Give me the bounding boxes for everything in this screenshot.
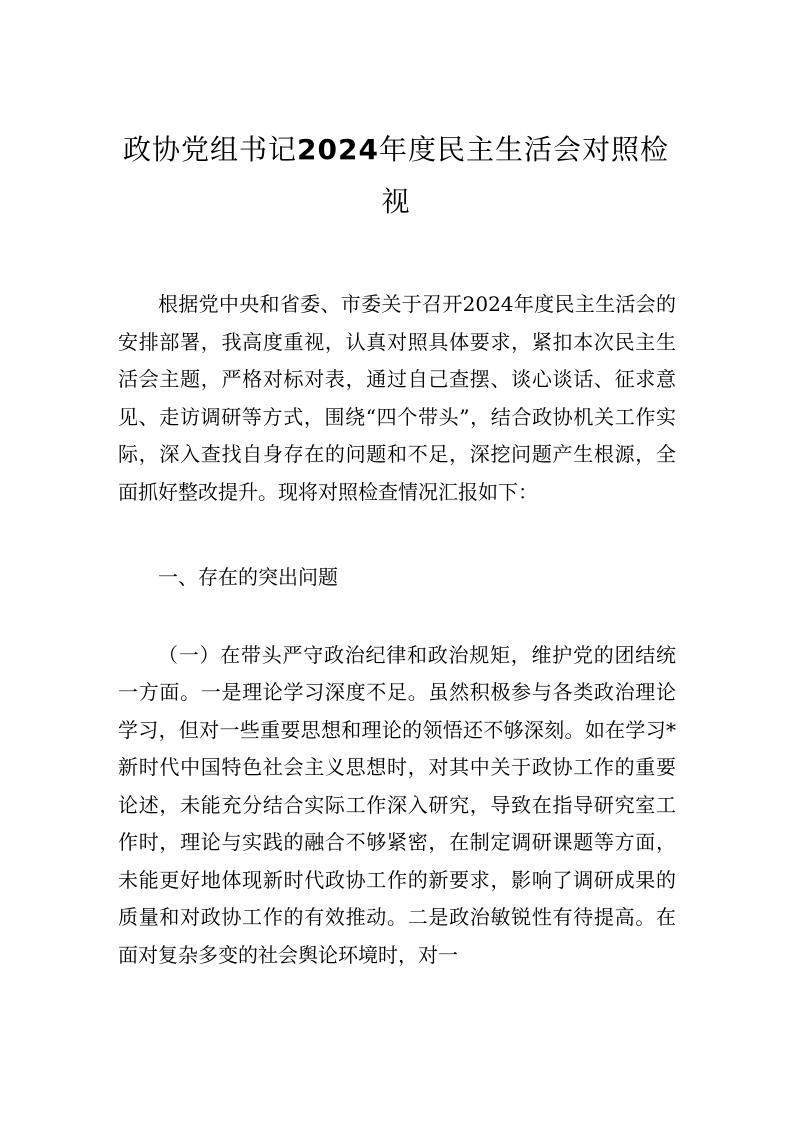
intro-paragraph: 根据党中央和省委、市委关于召开2024年度民主生活会的安排部署，我高度重视，认真对照具体要求，紧扣本次民主生活会主题，严格对标对表，通过自己查摆、谈心谈话、征求意见、走访调研等方式，围绕“四个带头”，结合政协机关工作实际，深入查找自身存在的问题和不足，深挖问题产生根源，全面抓好整改提升。现将对照检查情况汇报如下： <box>118 292 676 504</box>
document-title: 政协党组书记2024年度民主生活会对照检视 <box>123 133 669 218</box>
body-paragraph: （一）在带头严守政治纪律和政治规矩，维护党的团结统一方面。一是理论学习深度不足。虽然积极参与各类政治理论学习，但对一些重要思想和理论的领悟还不够深刻。如在学习*新时代中国特色社会主义思想时，对其中关于政协工作的重要论述，未能充分结合实际工作深入研究，导致在指导研究室工作时，理论与实践的融合不够紧密，在制定调研课题等方面，未能更好地体现新时代政协工作的新要求，影响了调研成果的质量和对政协工作的有效推动。二是政治敏锐性有待提高。在面对复杂多变的社会舆论环境时，对一 <box>118 642 676 967</box>
section-heading: 一、存在的突出问题 <box>158 565 338 589</box>
title-year: 2024 <box>297 133 379 166</box>
document-body <box>118 286 676 974</box>
